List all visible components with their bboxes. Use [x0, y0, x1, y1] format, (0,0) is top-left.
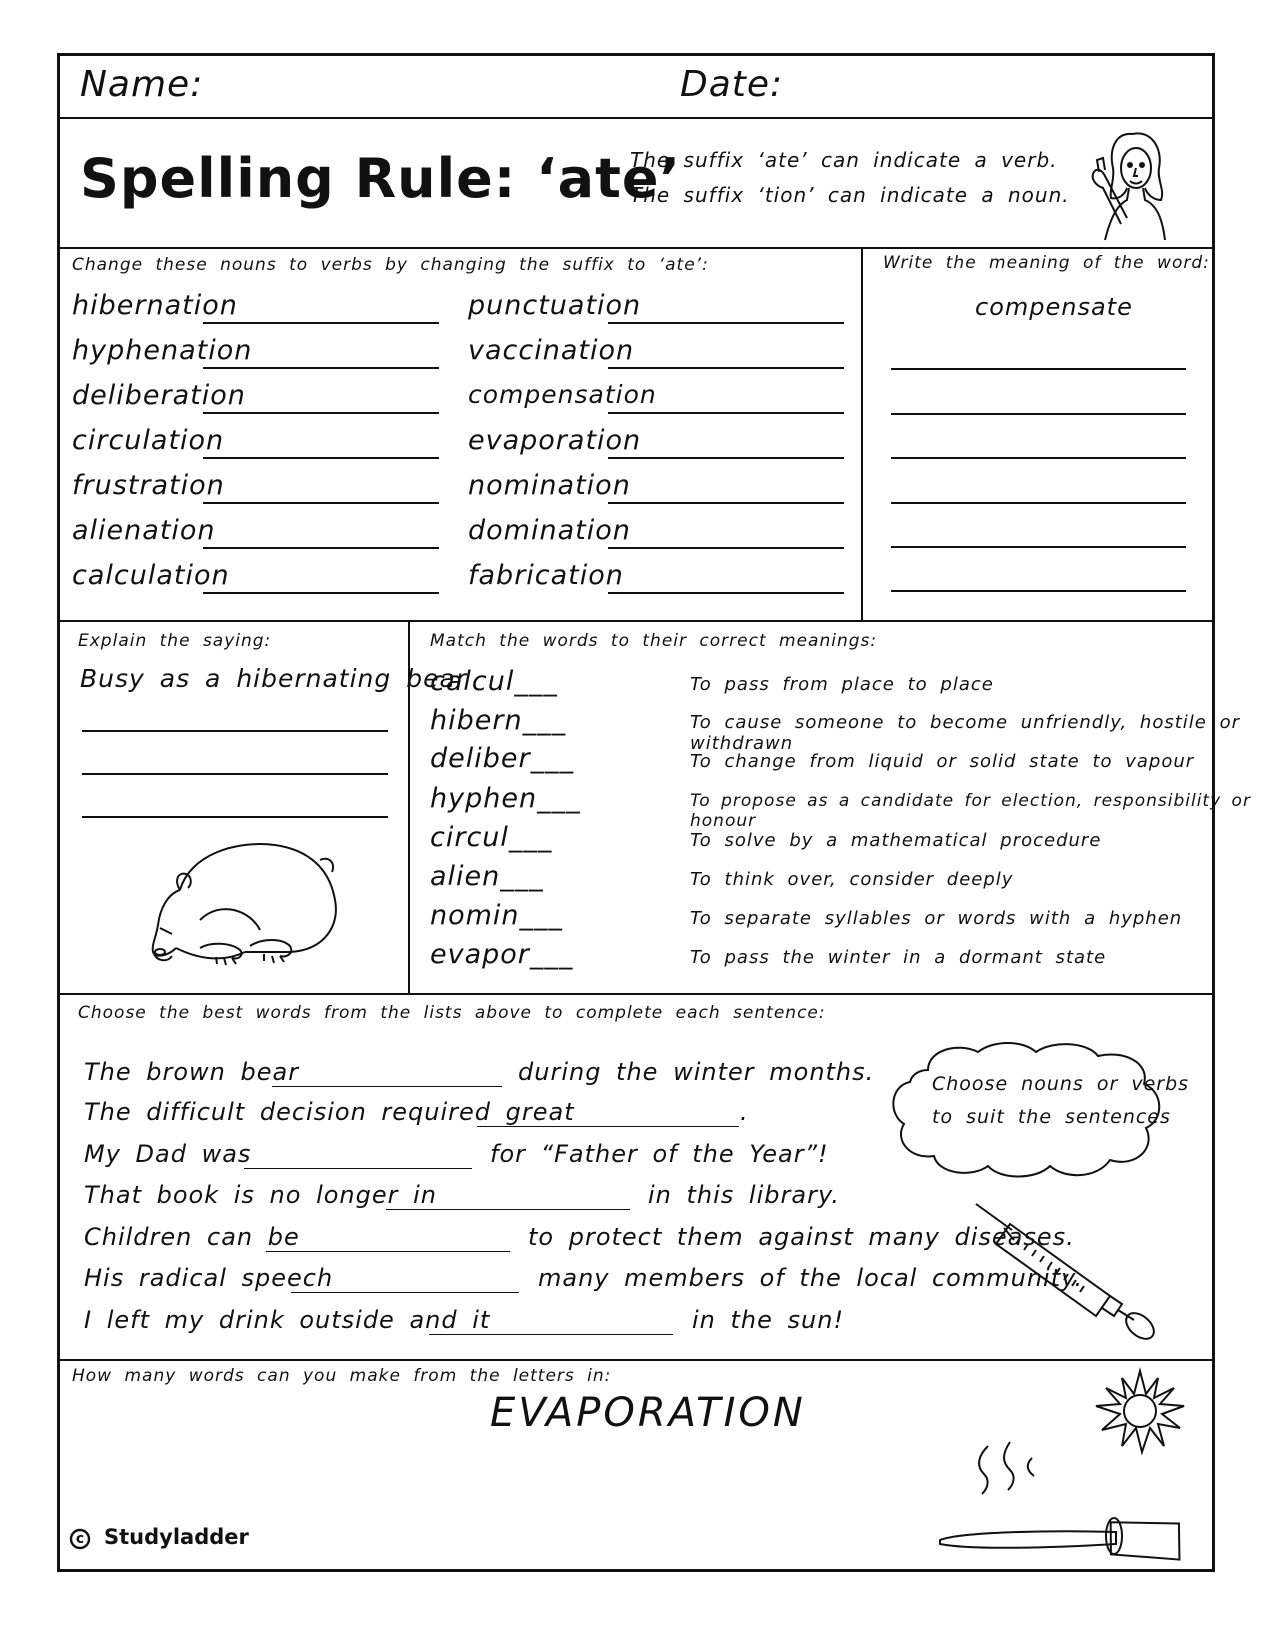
- meaning-line[interactable]: [891, 413, 1186, 415]
- cloud-text: Choose nouns or verbs: [932, 1073, 1190, 1095]
- answer-line[interactable]: [608, 502, 844, 504]
- noun-word: calculation: [72, 560, 230, 591]
- meaning-line[interactable]: [891, 368, 1186, 370]
- answer-line[interactable]: [608, 412, 844, 414]
- sentence-blank[interactable]: [386, 1209, 630, 1210]
- sentence-end: during the winter months.: [518, 1058, 875, 1086]
- teacher-illustration: [1075, 128, 1205, 244]
- answer-line[interactable]: [203, 322, 439, 324]
- page-title: Spelling Rule: ‘ate’: [80, 147, 682, 210]
- meaning-option: To change from liquid or solid state to vapour: [690, 751, 1195, 772]
- word-stem: evapor___: [430, 939, 574, 970]
- noun-word: compensation: [468, 380, 657, 409]
- letters-word: EVAPORATION: [490, 1390, 806, 1436]
- sentence-blank[interactable]: [266, 1251, 510, 1252]
- copyright-symbol: c: [75, 1531, 85, 1547]
- cloud-text: to suit the sentences: [932, 1106, 1171, 1128]
- sentence-end: for “Father of the Year”!: [490, 1140, 829, 1168]
- meaning-option: To think over, consider deeply: [690, 869, 1014, 890]
- meaning-line[interactable]: [891, 590, 1186, 592]
- divider: [57, 247, 1215, 249]
- sentence-start: That book is no longer in: [84, 1181, 438, 1209]
- saying-line[interactable]: [82, 773, 388, 775]
- word-stem: hibern___: [430, 705, 567, 736]
- studyladder-logo: Studyladder: [104, 1525, 249, 1549]
- noun-word: deliberation: [72, 380, 246, 411]
- noun-word: fabrication: [468, 560, 624, 591]
- divider: [861, 247, 863, 620]
- sentence-blank[interactable]: [477, 1126, 739, 1127]
- meaning-line[interactable]: [891, 457, 1186, 459]
- saying-instruction: Explain the saying:: [78, 631, 272, 651]
- word-stem: hyphen___: [430, 783, 581, 814]
- noun-word: frustration: [72, 470, 225, 501]
- sentence-blank[interactable]: [291, 1292, 519, 1293]
- noun-word: domination: [468, 515, 631, 546]
- noun-word: alienation: [72, 515, 216, 546]
- sentence-start: His radical speech: [84, 1264, 334, 1292]
- answer-line[interactable]: [203, 502, 439, 504]
- rule-verb: The suffix ‘ate’ can indicate a verb.: [630, 148, 1058, 172]
- answer-line[interactable]: [608, 457, 844, 459]
- sentence-end: to protect them against many diseases.: [528, 1223, 1075, 1251]
- noun-word: nomination: [468, 470, 631, 501]
- sentence-start: My Dad was: [84, 1140, 252, 1168]
- noun-word: evaporation: [468, 425, 642, 456]
- divider: [57, 117, 1215, 119]
- match-instruction: Match the words to their correct meanings:: [430, 631, 878, 651]
- meaning-option: To propose as a candidate for election, responsibility or honour: [690, 791, 1251, 831]
- sentences-instruction: Choose the best words from the lists above to complete each sentence:: [78, 1003, 826, 1023]
- word-stem: nomin___: [430, 900, 564, 931]
- answer-line[interactable]: [608, 547, 844, 549]
- noun-word: vaccination: [468, 335, 635, 366]
- answer-line[interactable]: [608, 367, 844, 369]
- sentence-start: The brown bear: [84, 1058, 300, 1086]
- sentence-end: in the sun!: [692, 1306, 845, 1334]
- sentence-blank[interactable]: [272, 1086, 502, 1087]
- answer-line[interactable]: [203, 367, 439, 369]
- meaning-option: To pass from place to place: [690, 674, 994, 695]
- name-label: Name:: [80, 64, 204, 105]
- sentence-end: in this library.: [648, 1181, 840, 1209]
- meaning-line[interactable]: [891, 502, 1186, 504]
- word-stem: alien___: [430, 861, 544, 892]
- sentence-end: .: [740, 1098, 749, 1126]
- syringe-illustration: [970, 1200, 1170, 1350]
- noun-word: circulation: [72, 425, 225, 456]
- answer-line[interactable]: [203, 547, 439, 549]
- sentence-blank[interactable]: [244, 1168, 472, 1169]
- answer-line[interactable]: [608, 592, 844, 594]
- divider: [57, 620, 1215, 622]
- divider: [57, 1359, 1215, 1361]
- word-stem: calcul___: [430, 666, 558, 697]
- word-stem: circul___: [430, 822, 553, 853]
- meaning-word: compensate: [975, 293, 1133, 321]
- saying-text: Busy as a hibernating bear: [80, 664, 468, 693]
- meaning-option: To pass the winter in a dormant state: [690, 947, 1107, 968]
- meaning-line[interactable]: [891, 546, 1186, 548]
- sentence-blank[interactable]: [429, 1334, 673, 1335]
- date-label: Date:: [680, 64, 784, 105]
- sentence-start: The difficult decision required great: [84, 1098, 575, 1126]
- spilled-cup-illustration: [930, 1440, 1200, 1555]
- sleeping-bear-illustration: [140, 830, 350, 980]
- meaning-instruction: Write the meaning of the word:: [883, 253, 1210, 273]
- rule-noun: The suffix ‘tion’ can indicate a noun.: [630, 183, 1070, 207]
- answer-line[interactable]: [203, 592, 439, 594]
- sentence-start: I left my drink outside and it: [84, 1306, 491, 1334]
- answer-line[interactable]: [203, 412, 439, 414]
- nouns-instruction: Change these nouns to verbs by changing the suffix to ‘ate’:: [72, 255, 709, 275]
- answer-line[interactable]: [608, 322, 844, 324]
- noun-word: punctuation: [468, 290, 642, 321]
- divider: [57, 993, 1215, 995]
- letters-instruction: How many words can you make from the letters in:: [72, 1366, 612, 1386]
- meaning-option: To cause someone to become unfriendly, hostile or withdrawn: [690, 712, 1240, 754]
- noun-word: hibernation: [72, 290, 238, 321]
- meaning-option: To separate syllables or words with a hyphen: [690, 908, 1183, 929]
- saying-line[interactable]: [82, 816, 388, 818]
- sentence-start: Children can be: [84, 1223, 300, 1251]
- saying-line[interactable]: [82, 730, 388, 732]
- word-stem: deliber___: [430, 743, 575, 774]
- sentence-end: many members of the local community.: [538, 1264, 1084, 1292]
- meaning-option: To solve by a mathematical procedure: [690, 830, 1102, 851]
- answer-line[interactable]: [203, 457, 439, 459]
- noun-word: hyphenation: [72, 335, 253, 366]
